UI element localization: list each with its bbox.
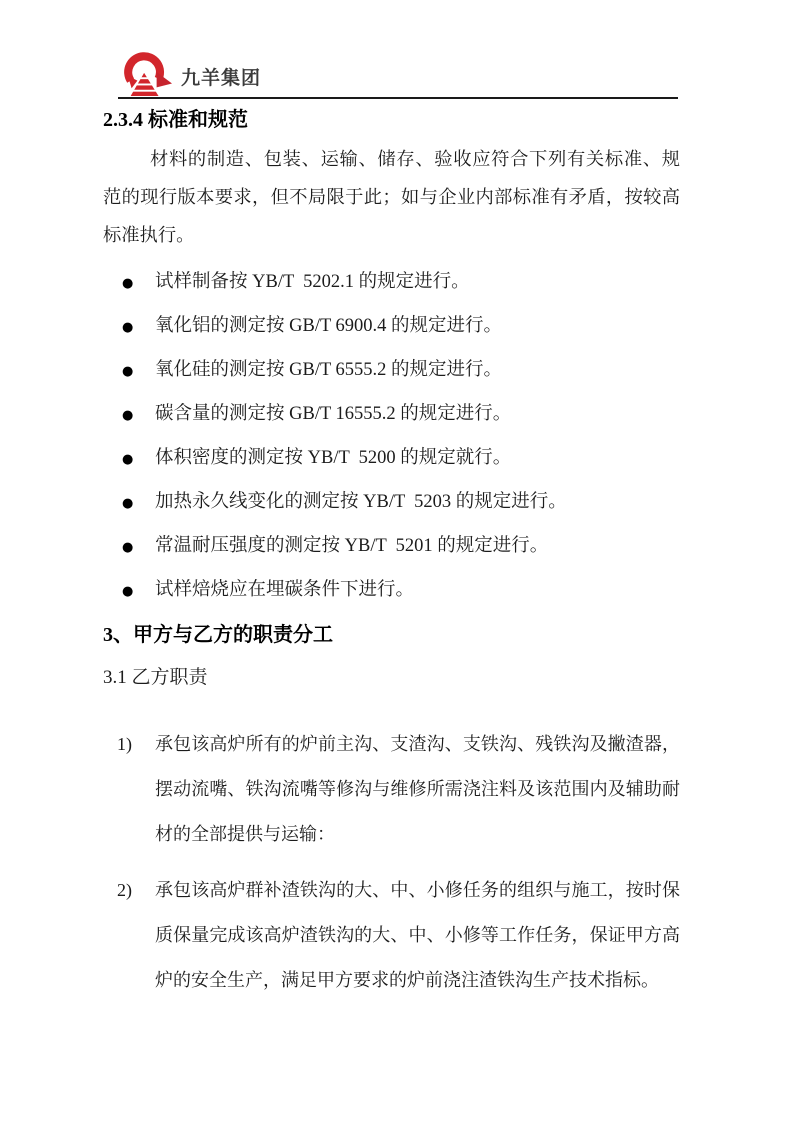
numbered-item <box>103 868 680 1003</box>
bullet-text: 氧化铝的测定按 GB/T 6900.4 的规定进行。 <box>155 316 503 336</box>
bullet-list-item <box>103 270 680 296</box>
section-2-3-4-paragraph: 材料的制造、包装、运输、储存、验收应符合下列有关标准、规范的现行版本要求，但不局限于此；如与企业内部标准有矛盾，按较高标准执行。 <box>103 149 680 245</box>
brand <box>118 46 678 96</box>
section-2-3-4-title: 2.3.4 标准和规范 <box>103 109 248 131</box>
bullet-text: 氧化硅的测定按 GB/T 6555.2 的规定进行。 <box>155 360 503 380</box>
bullet-icon: ● <box>122 320 134 335</box>
bullet-list-item <box>103 578 680 604</box>
bullet-list-item <box>103 314 680 340</box>
bullet-text: 体积密度的测定按 YB/T 5200 的规定就行。 <box>155 448 512 468</box>
bullet-icon: ● <box>122 276 134 291</box>
bullet-icon: ● <box>122 364 134 379</box>
bullet-text: 试样制备按 YB/T 5202.1 的规定进行。 <box>155 272 470 292</box>
bullet-list-item <box>103 490 680 516</box>
item-text: 承包该高炉所有的炉前主沟、支渣沟、支铁沟、残铁沟及撇渣器，摆动流嘴、铁沟流嘴等修沟与维修所需浇注料及该范围内及辅助耐材的全部提供与运输： <box>155 734 680 844</box>
bullet-list-item <box>103 402 680 428</box>
item-number: 2) <box>117 880 132 900</box>
company-name: 九羊集团 <box>181 67 262 89</box>
section-3-title: 3、甲方与乙方的职责分工 <box>103 624 333 646</box>
document-body <box>0 99 800 1003</box>
section-3-1-title: 3.1 乙方职责 <box>103 667 208 688</box>
bullet-icon: ● <box>122 408 134 423</box>
bullet-text: 碳含量的测定按 GB/T 16555.2 的规定进行。 <box>155 404 512 424</box>
item-text: 承包该高炉群补渣铁沟的大、中、小修任务的组织与施工，按时保质保量完成该高炉渣铁沟的大、中、小修等工作任务，保证甲方高炉的安全生产，满足甲方要求的炉前浇注渣铁沟生产技术指标。 <box>155 880 680 990</box>
bullet-list-item <box>103 446 680 472</box>
item-number: 1) <box>117 734 132 754</box>
bullet-icon: ● <box>122 496 134 511</box>
bullet-icon: ● <box>122 452 134 467</box>
document-header <box>0 0 800 99</box>
bullet-text: 常温耐压强度的测定按 YB/T 5201 的规定进行。 <box>155 536 549 556</box>
bullet-icon: ● <box>122 540 134 555</box>
bullet-list-item <box>103 534 680 560</box>
bullet-list-item <box>103 358 680 384</box>
bullet-text: 加热永久线变化的测定按 YB/T 5203 的规定进行。 <box>155 492 567 512</box>
ram-logo-icon <box>118 46 176 96</box>
bullet-icon: ● <box>122 584 134 599</box>
standards-bullet-list <box>103 270 680 604</box>
numbered-item <box>103 722 680 857</box>
responsibilities-list <box>103 722 680 1003</box>
bullet-text: 试样焙烧应在埋碳条件下进行。 <box>155 580 415 600</box>
